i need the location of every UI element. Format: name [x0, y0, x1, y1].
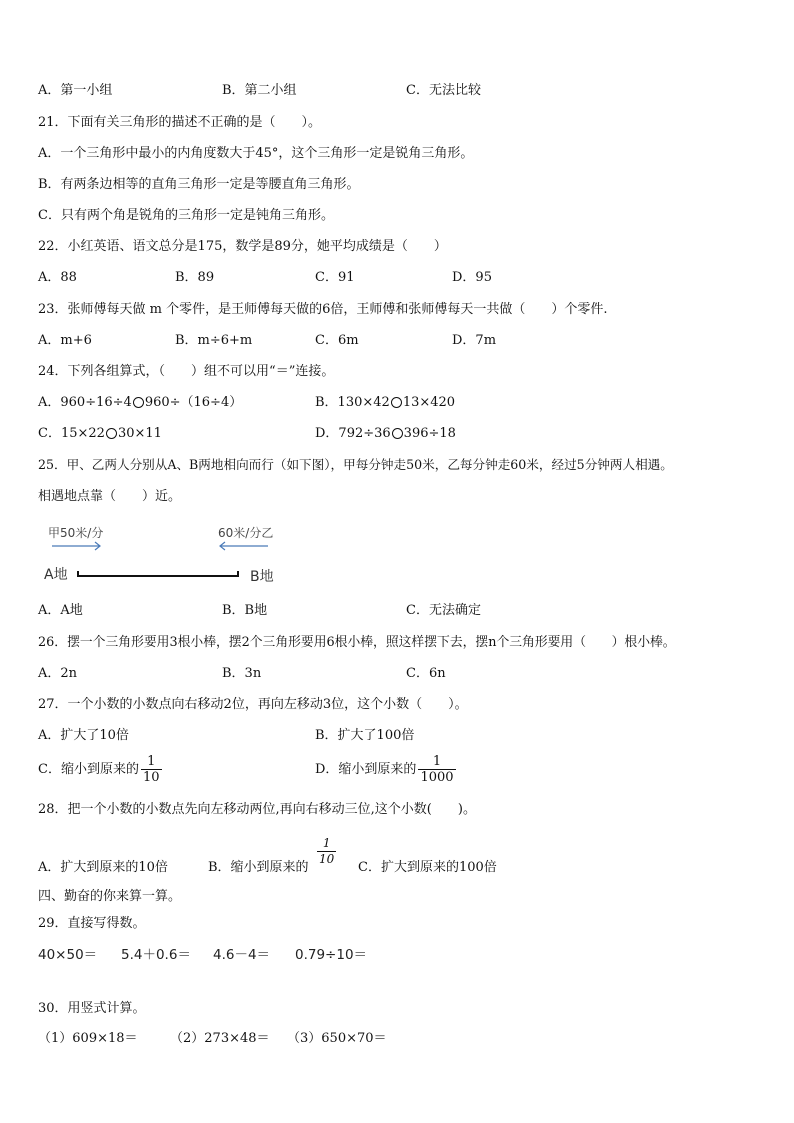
q24-option-d [315, 425, 456, 443]
q22-stem: 22．小红英语、语文总分是175，数学是89分，她平均成绩是（ ） [38, 239, 447, 254]
q22-option-c: C．91 [315, 270, 355, 285]
q27-option-a: A．扩大了10倍 [38, 728, 129, 743]
fraction-denominator: 10 [319, 852, 335, 866]
q25-option-c: C．无法确定 [406, 603, 481, 618]
q23-stem: 23．张师傅每天做 m 个零件，是王师傅每天做的6倍，王师傅和张师傅每天一共做（ ）个零件. [38, 302, 608, 317]
compare-circle-icon [391, 397, 402, 408]
q29-item-2: 5.4＋0.6＝ [121, 947, 191, 963]
q27-c-text: C．缩小到原来的 [38, 762, 139, 777]
q20-option-b: B．第二小组 [222, 83, 297, 98]
fraction-denominator: 1000 [420, 770, 454, 785]
q30-item-2: （2）273×48＝ [170, 1031, 270, 1046]
q24-b-left: B．130×42 [315, 395, 390, 410]
q23-option-a: A．m+6 [38, 333, 92, 348]
q24-a-right: 960÷（16÷4） [144, 395, 243, 410]
q22-option-a: A．88 [38, 270, 77, 285]
q26-stem: 26．摆一个三角形要用3根小棒，摆2个三角形要用6根小棒，照这样摆下去，摆n个三角形要用（ ）根小棒。 [38, 635, 676, 650]
fraction-numerator: 1 [141, 754, 162, 770]
q25-option-a: A．A地 [38, 603, 83, 618]
q28-stem: 28．把一个小数的小数点先向左移动两位,再向右移动三位,这个小数( )。 [38, 802, 476, 817]
q29-item-1: 40×50＝ [38, 947, 98, 963]
q24-option-c [38, 425, 162, 443]
compare-circle-icon [133, 397, 144, 408]
q24-c-left: C．15×22 [38, 426, 105, 441]
q29-item-4: 0.79÷10＝ [295, 947, 368, 963]
q26-option-c: C．6n [406, 666, 446, 681]
q29-stem: 29．直接写得数。 [38, 916, 146, 931]
q24-option-b [315, 394, 455, 412]
q25-fig-place-a: A地 [44, 567, 68, 583]
fraction-numerator: 1 [418, 754, 455, 770]
q21-option-c: C．只有两个角是锐角的三角形一定是钝角三角形。 [38, 208, 334, 223]
section-4-heading: 四、勤奋的你来算一算。 [38, 889, 182, 904]
q25-option-b: B．B地 [222, 603, 268, 618]
fraction-denominator: 10 [142, 770, 160, 785]
q29-item-3: 4.6－4＝ [213, 947, 271, 963]
q28-option-a: A．扩大到原来的10倍 [38, 860, 168, 875]
q24-c-right: 30×11 [117, 426, 162, 441]
fraction-1-10 [141, 754, 162, 785]
q24-stem: 24．下列各组算式，（ ）组不可以用“＝”连接。 [38, 364, 335, 379]
q25-figure [38, 520, 298, 590]
q30-item-1: （1）609×18＝ [38, 1031, 138, 1046]
q23-option-b: B．m÷6+m [175, 333, 253, 348]
q28-option-b: B．缩小到原来的 [208, 860, 309, 875]
q30-item-3: （3）650×70＝ [287, 1031, 387, 1046]
compare-circle-icon [392, 428, 403, 439]
q23-option-d: D．7m [452, 333, 497, 348]
fraction-numerator: 1 [317, 836, 336, 852]
q27-stem: 27．一个小数的小数点向右移动2位，再向左移动3位，这个小数（ ）。 [38, 697, 468, 712]
q27-option-d [315, 754, 456, 786]
q25-fig-right-label: 60米/分乙 [218, 526, 274, 540]
q24-b-right: 13×420 [402, 395, 456, 410]
q24-a-left: A．960÷16÷4 [38, 395, 132, 410]
q20-option-c: C．无法比较 [406, 83, 481, 98]
q27-option-c [38, 754, 162, 786]
q20-option-a: A．第一小组 [38, 83, 113, 98]
q27-d-text: D．缩小到原来的 [315, 762, 417, 777]
q27-option-b: B．扩大了100倍 [315, 728, 415, 743]
q24-d-right: 396÷18 [403, 426, 456, 441]
q23-option-c: C．6m [315, 333, 359, 348]
fraction-1-1000 [418, 754, 455, 785]
q30-stem: 30．用竖式计算。 [38, 1001, 146, 1016]
q25-fig-place-b: B地 [250, 569, 274, 585]
q22-option-b: B．89 [175, 270, 215, 285]
q24-d-left: D．792÷36 [315, 426, 391, 441]
q25-stem-line1: 25．甲、乙两人分别从A、B两地相向而行（如下图），甲每分钟走50米，乙每分钟走60米，经过5分钟两人相遇。 [38, 457, 673, 472]
q21-option-b: B．有两条边相等的直角三角形一定是等腰直角三角形。 [38, 177, 360, 192]
q21-option-a: A．一个三角形中最小的内角度数大于45°，这个三角形一定是锐角三角形。 [38, 146, 474, 161]
q25-stem-line2: 相遇地点靠（ ）近。 [38, 489, 182, 504]
q21-stem: 21．下面有关三角形的描述不正确的是（ ）。 [38, 115, 322, 130]
q26-option-a: A．2n [38, 666, 78, 681]
compare-circle-icon [106, 428, 117, 439]
q24-option-a [38, 394, 242, 412]
q25-fig-left-label: 甲50米/分 [48, 526, 104, 540]
q28-fraction [317, 836, 336, 867]
q28-option-c: C．扩大到原来的100倍 [358, 860, 497, 875]
q26-option-b: B．3n [222, 666, 262, 681]
q22-option-d: D．95 [452, 270, 492, 285]
